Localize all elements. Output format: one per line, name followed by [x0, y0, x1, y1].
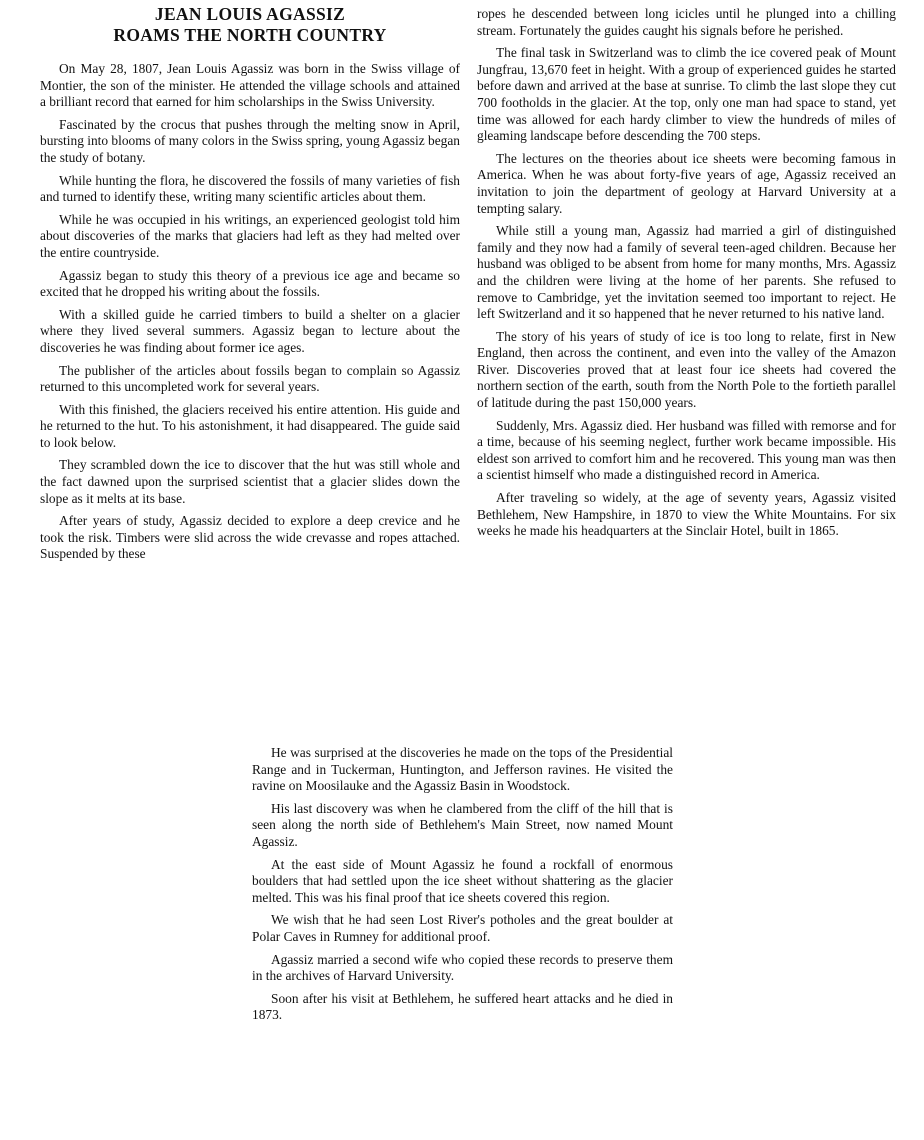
paragraph: The story of his years of study of ice is too long to relate, first in New England, then across the continent, and even into the valley of the Amazon River. Discoveries proved that at least four ice sheets had covered the northern section of the earth, south from the North Pole to the fortieth parallel of latitude during the past 150,000 years. — [477, 328, 896, 411]
paragraph: At the east side of Mount Agassiz he found a rockfall of enormous boulders that had settled upon the ice sheet without shattering as the glacier melted. This was his final proof that ice sheets covered this region. — [252, 856, 673, 905]
paragraph: With a skilled guide he carried timbers to build a shelter on a glacier where they lived several summers. Agassiz began to lecture about the discoveries he was finding about former ice ages. — [40, 306, 460, 355]
paragraph: Suddenly, Mrs. Agassiz died. Her husband was filled with remorse and for a time, because of his seeming neglect, further work became impossible. His eldest son arrived to comfort him and he recovered. This young man was then a scientist himself who made a distinguished record in America. — [477, 417, 896, 483]
paragraph: While he was occupied in his writings, an experienced geologist told him about discoveries of the marks that glaciers had left as they had melted over the entire countryside. — [40, 211, 460, 260]
paragraph: The final task in Switzerland was to climb the ice covered peak of Mount Jungfrau, 13,670 feet in height. With a group of experienced guides he started before dawn and arrived at the base at sunrise. To climb the last slope they cut 700 footholds in the glacier. At the top, only one man had space to stand, yet time was allowed for each hardy climber to view the hundreds of miles of gleaming landscape before descending the 700 steps. — [477, 45, 896, 144]
paragraph: With this finished, the glaciers received his entire attention. His guide and he returned to the hut. To his astonishment, it had disappeared. The guide said to look below. — [40, 401, 460, 450]
article-title — [40, 4, 460, 46]
paragraph: The lectures on the theories about ice sheets were becoming famous in America. When he was about forty-five years of age, Agassiz received an invitation to join the department of geology at Harvard University at a tempting salary. — [477, 150, 896, 216]
paragraph: Agassiz began to study this theory of a previous ice age and became so excited that he dropped his writing about the fossils. — [40, 267, 460, 300]
paragraph: After years of study, Agassiz decided to explore a deep crevice and he took the risk. Timbers were slid across the wide crevasse and ropes attached. Suspended by these — [40, 513, 460, 562]
paragraph: His last discovery was when he clambered from the cliff of the hill that is seen along the north side of Bethlehem's Main Street, now named Mount Agassiz. — [252, 800, 673, 849]
paragraph: Soon after his visit at Bethlehem, he suffered heart attacks and he died in 1873. — [252, 990, 673, 1023]
paragraph: On May 28, 1807, Jean Louis Agassiz was born in the Swiss village of Montier, the son of the minister. He attended the village schools and attained a brilliant record that earned for him scholarships in the Swiss University. — [40, 61, 460, 110]
right-column — [477, 6, 896, 546]
paragraph: We wish that he had seen Lost River's potholes and the great boulder at Polar Caves in Rumney for additional proof. — [252, 912, 673, 944]
paragraph: The publisher of the articles about fossils began to complain so Agassiz returned to this uncompleted work for several years. — [40, 362, 460, 395]
paragraph-continuation: ropes he descended between long icicles until he plunged into a chilling stream. Fortunately the guides caught his signals before he perished. — [477, 6, 896, 38]
title-line-1: JEAN LOUIS AGASSIZ — [154, 4, 346, 24]
paragraph: They scrambled down the ice to discover that the hut was still whole and the fact dawned upon the surprised scientist that a glacier slides down the slope as it melts at its base. — [40, 457, 460, 506]
paragraph: After traveling so widely, at the age of seventy years, Agassiz visited Bethlehem, New Hampshire, in 1870 to view the White Mountains. For six weeks he made his headquarters at the Sinclair Hotel, built in 1865. — [477, 490, 896, 539]
left-column — [40, 4, 460, 569]
paragraph: Agassiz married a second wife who copied these records to preserve them in the archives of Harvard University. — [252, 951, 673, 984]
bottom-column — [252, 745, 673, 1030]
title-line-2: ROAMS THE NORTH COUNTRY — [113, 25, 387, 45]
paragraph: While hunting the flora, he discovered the fossils of many varieties of fish and turned to identify these, writing many scientific articles about them. — [40, 172, 460, 205]
paragraph: Fascinated by the crocus that pushes through the melting snow in April, bursting into blooms of many colors in the Swiss spring, young Agassiz began the study of botany. — [40, 116, 460, 165]
paragraph: He was surprised at the discoveries he made on the tops of the Presidential Range and in Tuckerman, Huntington, and Jefferson ravines. He visited the ravine on Moosilauke and the Agassiz Basin in Woodstock. — [252, 745, 673, 794]
paragraph: While still a young man, Agassiz had married a girl of distinguished family and they now had a family of several teen-aged children. Because her husband was obliged to be absent from home for many months, Mrs. Agassiz and the children were living at the home of her parents. She refused to remove to Cambridge, yet the invitation seemed too important to reject. He left Switzerland and it so happened that he never returned to his native land. — [477, 223, 896, 322]
